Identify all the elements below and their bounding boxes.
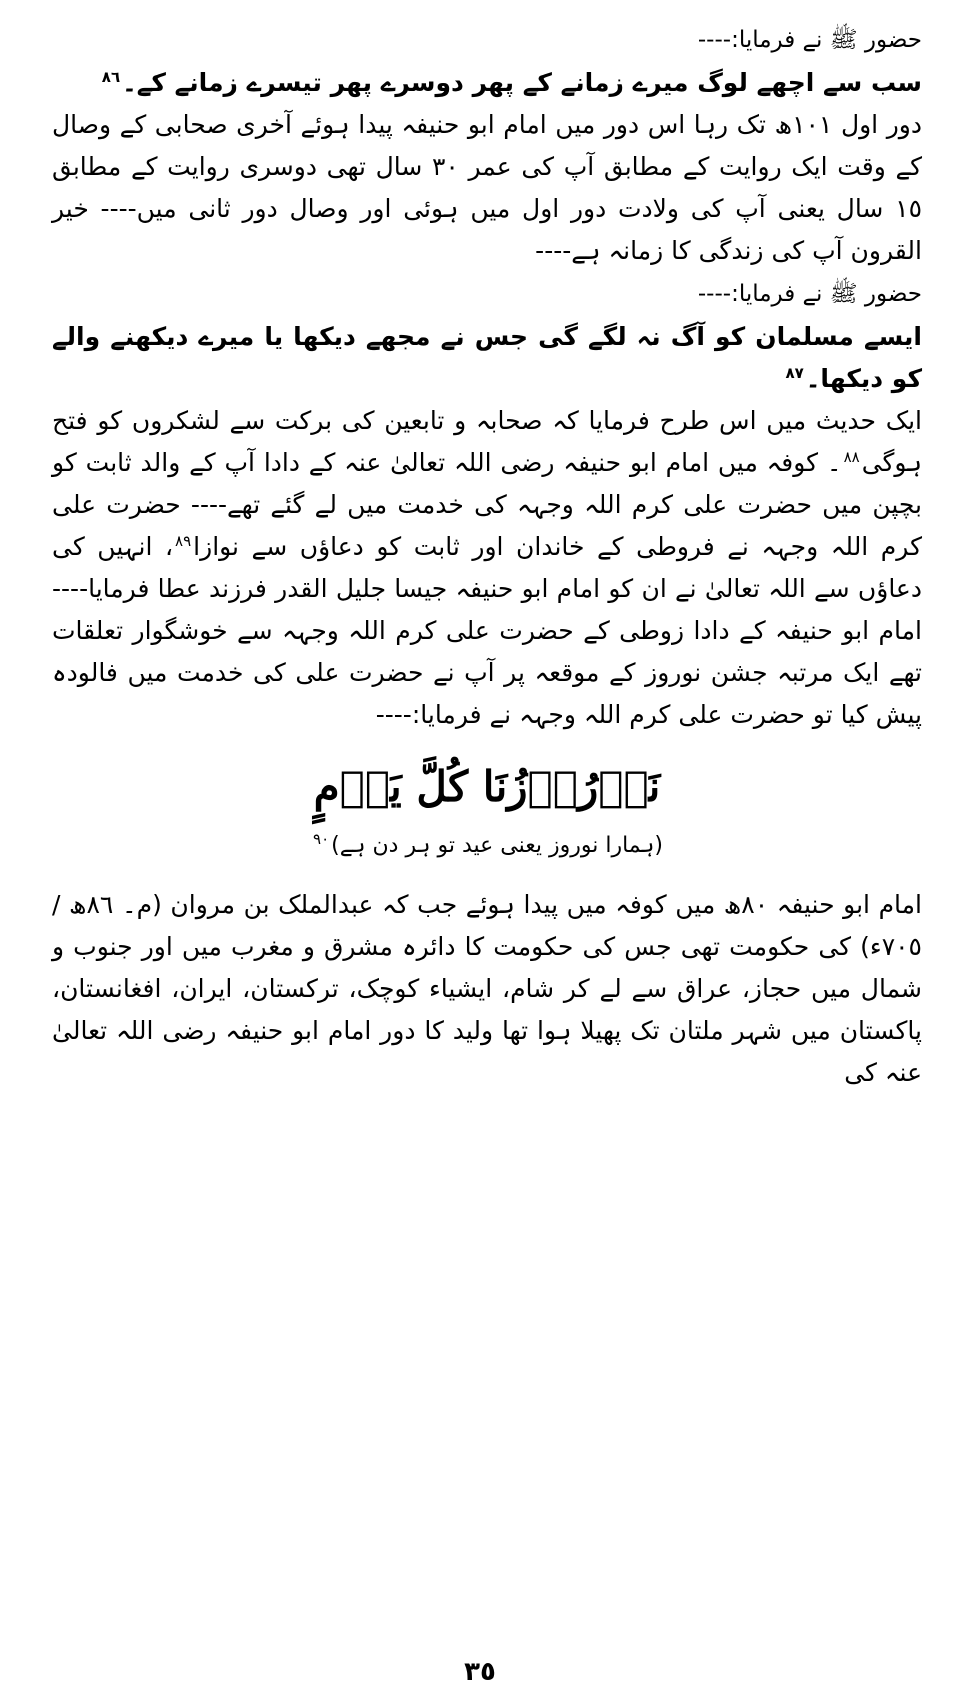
arabic-quote: نَوۡرُوۡزُنَا كُلَّ يَوۡمٍ	[313, 762, 661, 811]
quote-translation	[52, 822, 922, 870]
paragraph-3: امام ابو حنیفہ ٨٠ھ میں کوفہ میں پیدا ہوئے جب کہ عبدالملک بن مروان (م۔ ٨٦ھ / ٧٠٥ء) کی حکومت تھی جس کی حکومت کا دائرہ مشرق و مغرب میں اور جنوب و شمال میں حجاز، عراق سے لے کر شام، ایشیاء کوچک، ترکستان، ایران، افغانستان، پاکستان میں شہر ملتان تک پھیلا ہوا تھا ولید کا دور امام ابو حنیفہ رضی اللہ تعالیٰ عنہ کی	[52, 890, 922, 1087]
footnote-ref-86: ۸٦	[101, 67, 121, 86]
quote-translation-text: (ہمارا نوروز یعنی عید تو ہر دن ہے)	[331, 833, 663, 858]
paragraph-2-part-c: ، انہیں کی دعاؤں سے اللہ تعالیٰ نے ان کو امام ابو حنیفہ جیسا جلیل القدر فرزند عطا فرمایا---- امام ابو حنیفہ کے دادا زوطی کے حضرت علی کرم اللہ وجہہ سے خوشگوار تعلقات تھے ایک مرتبہ جشن نوروز کے موقعہ پر آپ نے حضرت علی کی خدمت میں فالودہ پیش کیا تو حضرت علی کرم اللہ وجہہ نے فرمایا:----	[52, 532, 922, 729]
paragraph-2	[52, 400, 922, 736]
hadith-intro-2: حضور ﷺ نے فرمایا:----	[697, 281, 922, 307]
footnote-ref-89: ۸۹	[175, 531, 192, 550]
footnote-ref-88: ۸۸	[843, 447, 860, 466]
page-number: ٣٥	[464, 1657, 496, 1687]
paragraph-2-part-b: ۔ کوفہ میں امام ابو حنیفہ رضی اللہ تعالیٰ عنہ کے دادا آپ کے والد ثابت کو بچپن میں حضرت علی کرم اللہ وجہہ کی خدمت میں لے گئے تھے---- حضرت علی کرم اللہ وجہہ نے فروطی کے خاندان اور ثابت کو دعاؤں سے نوازا	[52, 448, 922, 561]
hadith-intro-1: حضور ﷺ نے فرمایا:----	[697, 27, 922, 53]
hadith-text-2-body: ایسے مسلمان کو آگ نہ لگے گی جس نے مجھے دیکھا یا میرے دیکھنے والے کو دیکھا۔	[52, 322, 922, 393]
hadith-text-1-body: سب سے اچھے لوگ میرے زمانے کے پھر دوسرے پھر تیسرے زمانے کے۔	[122, 68, 922, 97]
footnote-ref-87: ۸۷	[785, 363, 804, 382]
paragraph-1: دور اول ١٠١ھ تک رہا اس دور میں امام ابو حنیفہ پیدا ہوئے آخری صحابی کے وصال کے وقت ایک روایت کے مطابق آپ کی عمر ٣٠ سال تھی دوسری روایت کے مطابق ١٥ سال یعنی آپ کی ولادت دور اول میں ہوئی اور وصال دور ثانی میں---- خیر القرون آپ کی زندگی کا زمانہ ہے----	[52, 110, 923, 265]
hadith-text-1	[52, 62, 922, 104]
hadith-text-2	[52, 316, 922, 400]
paragraph-2-part-a: ایک حدیث میں اس طرح فرمایا کہ صحابہ و تابعین کی برکت سے لشکروں کو فتح ہوگی	[52, 406, 922, 477]
footnote-ref-90: ۹۰	[313, 829, 330, 848]
